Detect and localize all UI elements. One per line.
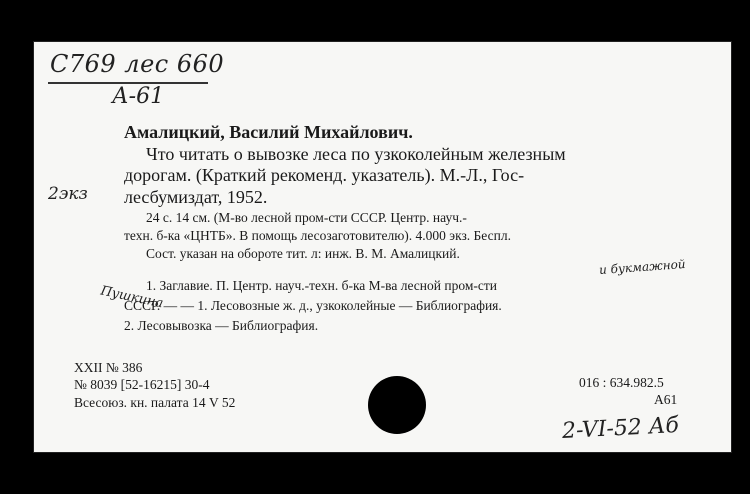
description-line-1: 24 с. 14 см. (М-во лесной пром-сти СССР. Центр. науч.-	[146, 210, 467, 225]
author-heading: Амалицкий, Василий Михайлович.	[124, 122, 413, 142]
call-number: С769 лес 660	[50, 50, 225, 78]
shelf-code: А61	[654, 392, 678, 407]
description-line-3: Сост. указан на обороте тит. л: инж. В. М. Амалицкий.	[146, 246, 460, 261]
classification-number: 016 : 634.982.5	[579, 375, 664, 390]
copies-note: 2экз	[48, 184, 88, 204]
punch-hole	[368, 376, 426, 434]
date-mark: 2-VI-52 Аб	[561, 412, 680, 445]
shelf-mark: А-61	[112, 84, 165, 109]
description-line-2: техн. б-ка «ЦНТБ». В помощь лесозаготовителю). 4.000 экз. Беспл.	[124, 228, 511, 243]
subject-line-3: 2. Лесовывозка — Библиография.	[124, 318, 319, 333]
title-line-3: лесбумиздат, 1952.	[124, 187, 268, 207]
footer-line-2: № 8039 [52-16215] 30-4	[74, 377, 210, 392]
title-line-2: дорогам. (Краткий рекоменд. указатель). М.-Л., Гос-	[124, 165, 525, 185]
footer-line-3: Всесоюз. кн. палата 14 V 52	[74, 395, 236, 410]
subject-line-1: 1. Заглавие. П. Центр. науч.-техн. б-ка М-ва лесной пром-сти	[146, 278, 497, 293]
title-line-1: Что читать о вывозке леса по узкоколейным железным	[146, 144, 566, 164]
annotation-top: и букмажной	[598, 256, 686, 278]
subject-line-2: СССР. — — 1. Лесовозные ж. д., узкоколейные — Библиография.	[124, 298, 502, 313]
footer-line-1: XXII № 386	[74, 360, 143, 375]
annotation-left: Пушкина	[99, 283, 165, 312]
